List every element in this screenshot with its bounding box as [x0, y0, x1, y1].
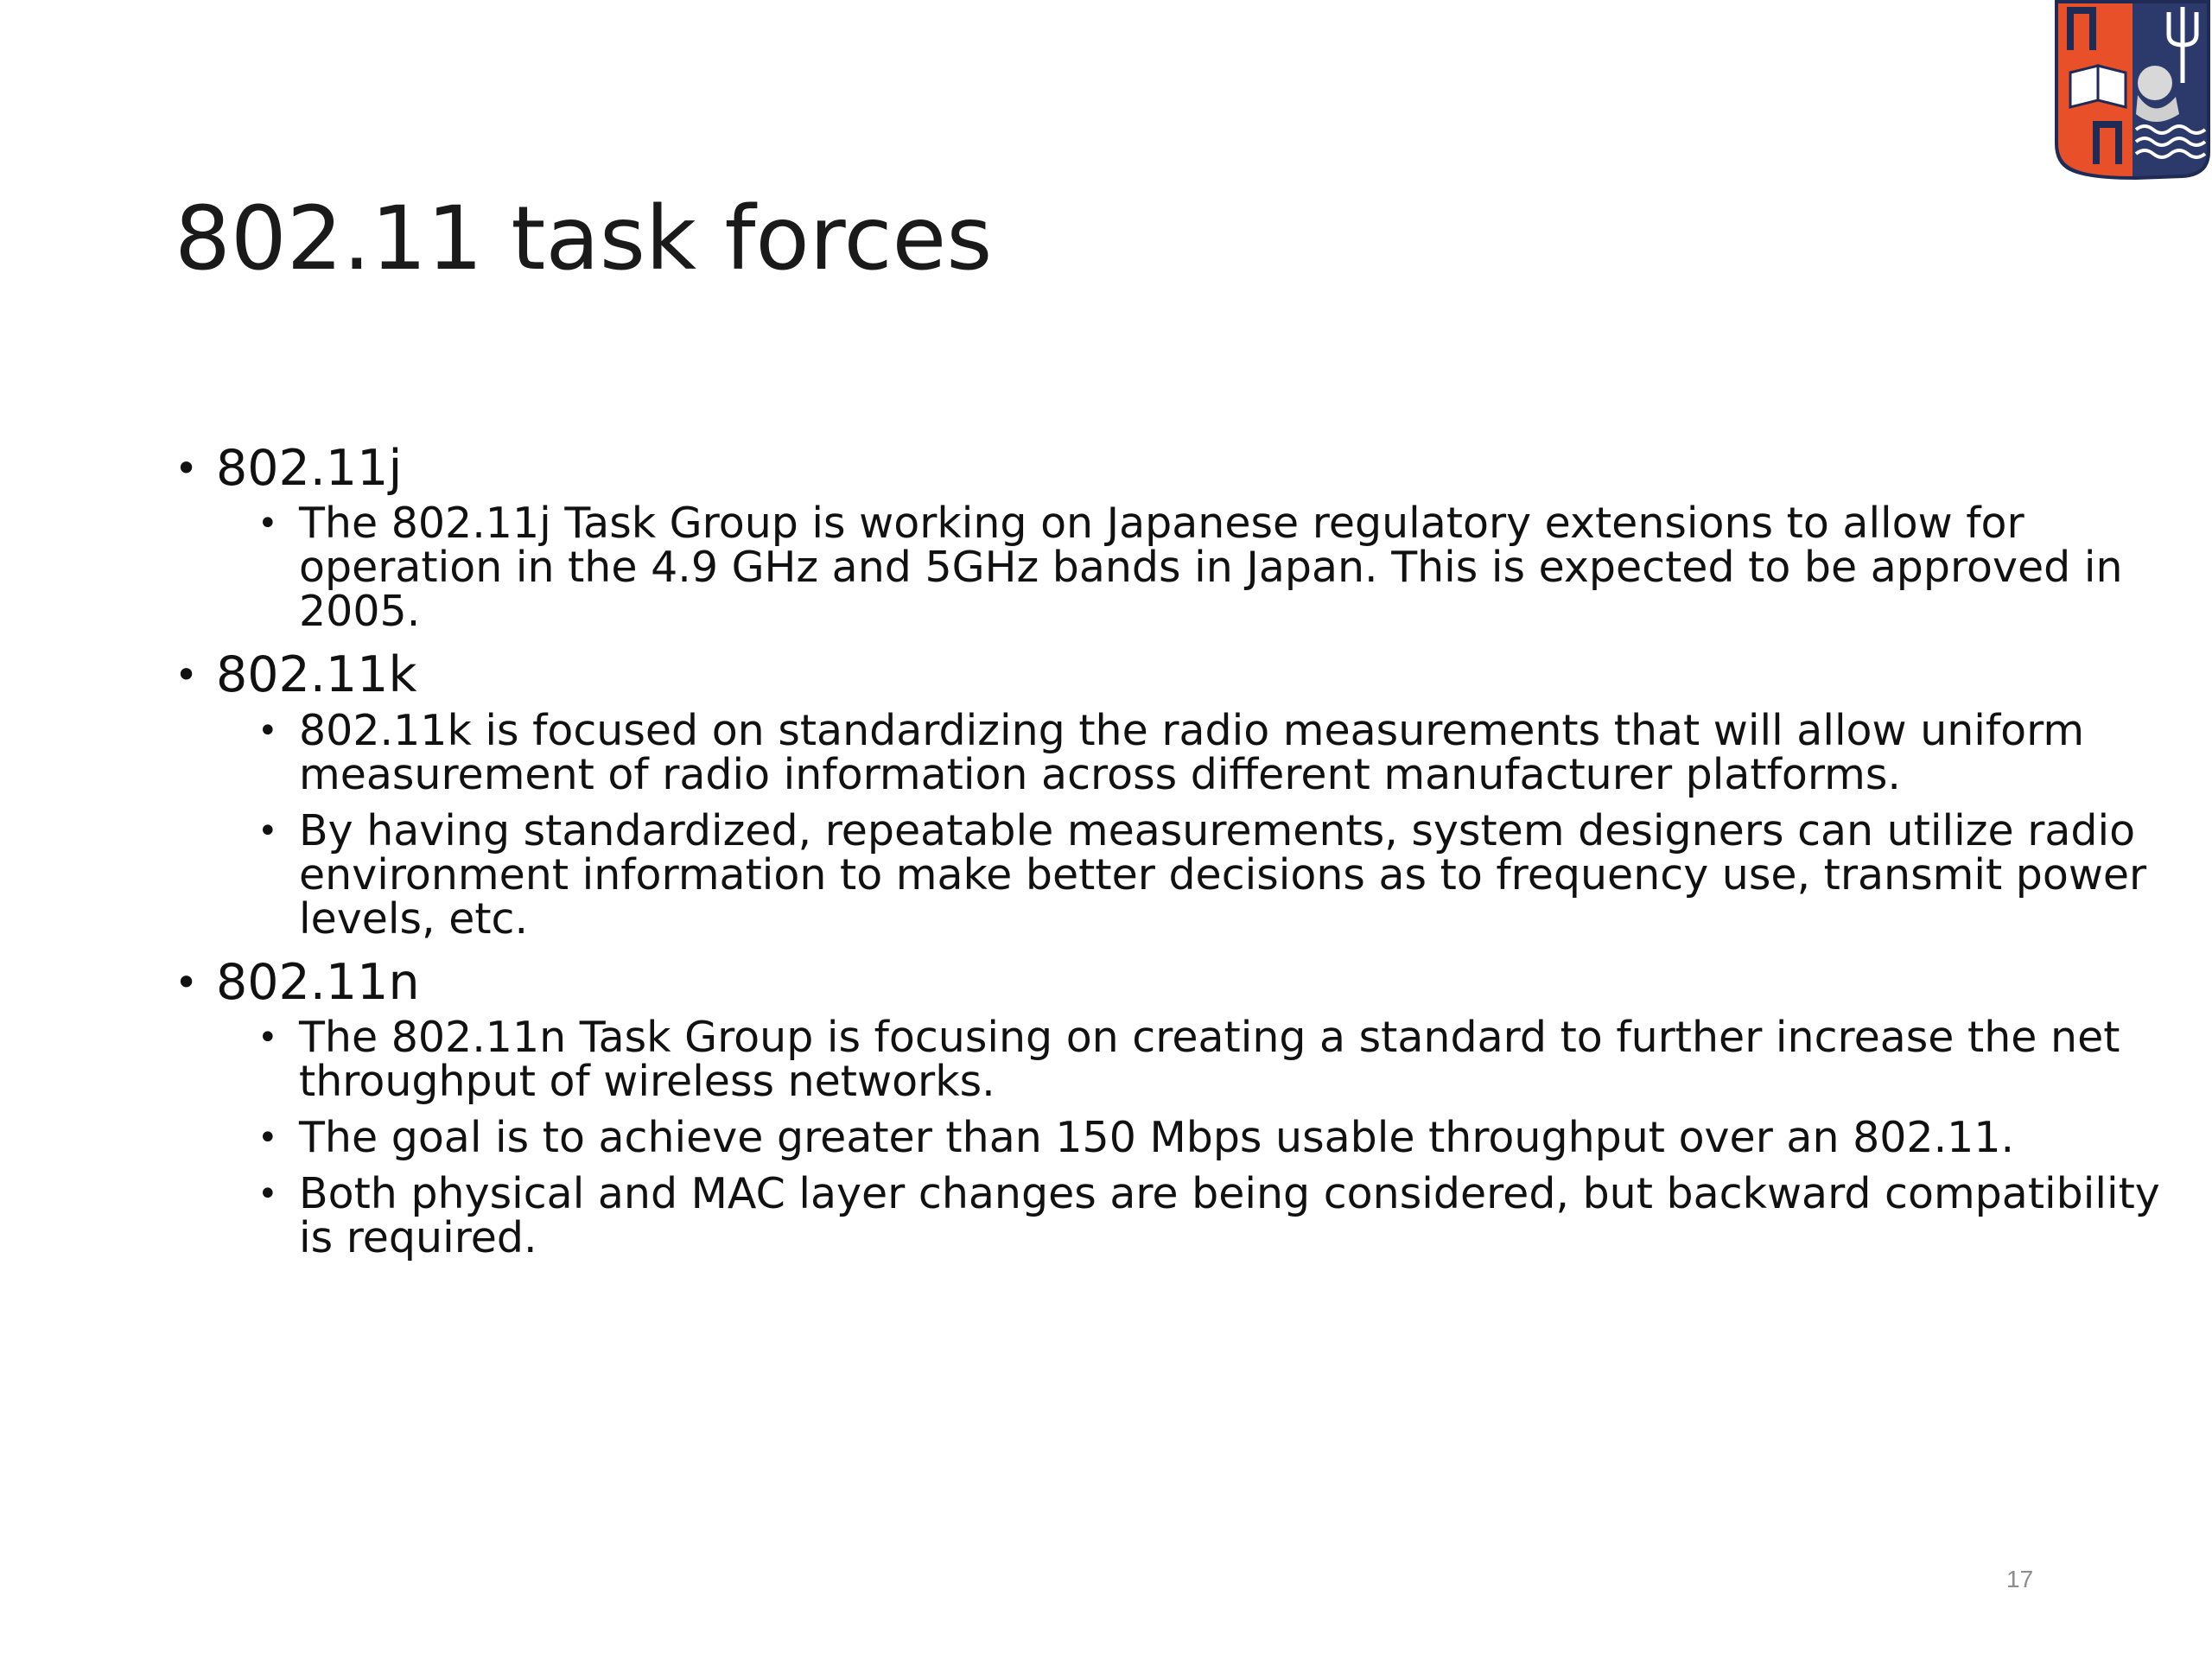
topic-points	[216, 499, 2123, 637]
topic-point-text: By having standardized, repeatable measurements, system designers can utilize radio environment information to make better decisions as to frequency use, transmit power levels, etc.	[299, 805, 2147, 944]
topic-point	[216, 1113, 2165, 1163]
topic-points	[216, 705, 2147, 944]
topic-point-text: Both physical and MAC layer changes are being considered, but backward compatibility is required.	[299, 1169, 2160, 1263]
bullet-icon: •	[175, 958, 199, 1006]
bullet-icon: •	[257, 1018, 278, 1058]
topic-point-text: 802.11k is focused on standardizing the radio measurements that will allow uniform measurement of radio information across different manufacturer platforms.	[299, 705, 2085, 799]
topic-point	[216, 705, 2165, 799]
bullet-icon: •	[175, 445, 199, 492]
topic-heading: 802.11k	[216, 646, 417, 704]
topic-point	[216, 1013, 2165, 1107]
bullet-icon: •	[257, 1174, 278, 1215]
topic-heading: 802.11n	[216, 953, 420, 1011]
topic-point	[216, 805, 2165, 944]
topic-heading: 802.11j	[216, 440, 403, 497]
topic-item	[175, 953, 2160, 1263]
topic-point-text: The 802.11n Task Group is focusing on creating a standard to further increase the net throughput of wireless networks.	[299, 1013, 2120, 1107]
topic-point-text: The 802.11j Task Group is working on Japanese regulatory extensions to allow for operation in the 4.9 GHz and 5GHz bands in Japan. This is expected to be approved in 2005.	[299, 499, 2123, 637]
bullet-icon: •	[257, 710, 278, 751]
topic-item	[175, 645, 2147, 944]
topic-points	[216, 1013, 2160, 1263]
slide-title: 802.11 task forces	[175, 188, 993, 290]
university-crest-icon	[2053, 0, 2212, 180]
topic-item	[175, 439, 2123, 637]
bullet-icon: •	[257, 810, 278, 851]
bullet-icon: •	[175, 652, 199, 699]
slide-content	[175, 439, 2160, 1272]
page-number: 17	[2006, 1566, 2034, 1592]
bullet-icon: •	[257, 1118, 278, 1159]
topic-point-text: The goal is to achieve greater than 150 Mbps usable throughput over an 802.11.	[299, 1113, 2015, 1163]
topic-point	[216, 499, 2165, 637]
bullet-icon: •	[257, 504, 278, 544]
topic-point	[216, 1169, 2165, 1263]
